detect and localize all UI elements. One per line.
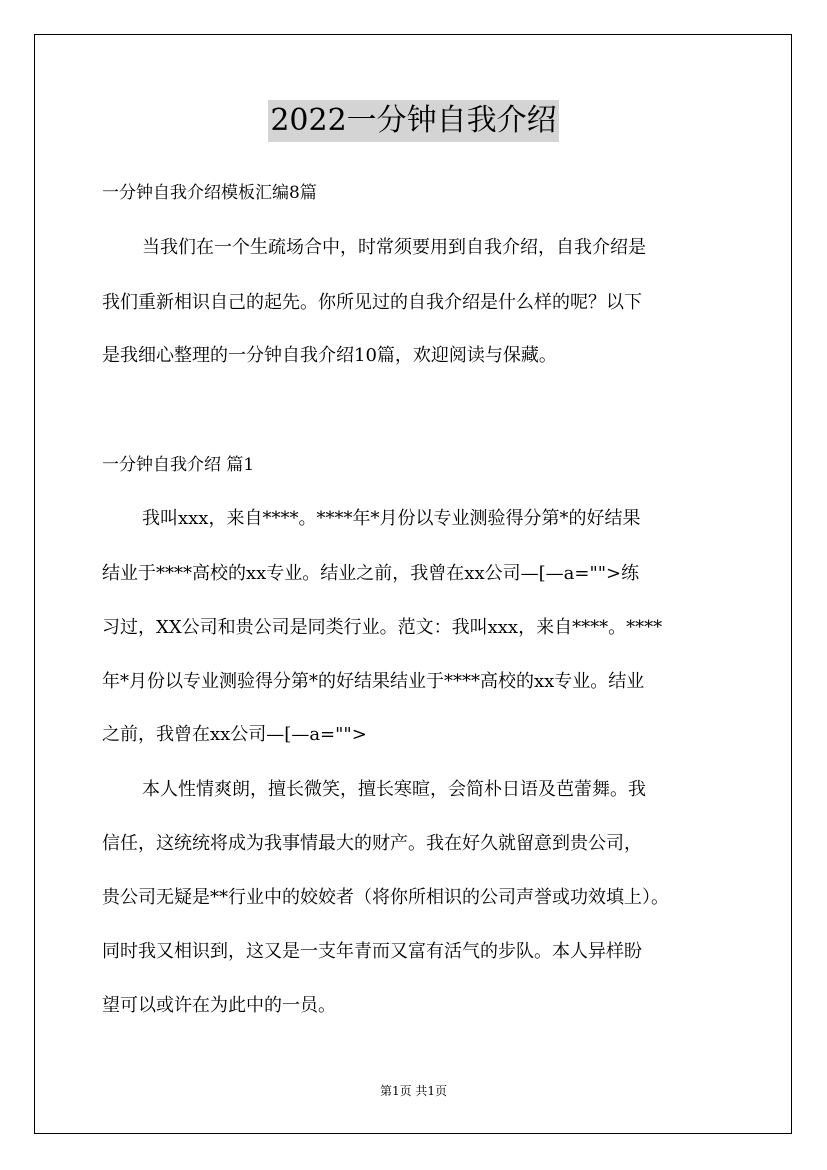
paragraph-line: 习过，XX公司和贵公司是同类行业。范文：我叫xxx，来自****。**** <box>102 617 663 638</box>
document-title-block <box>0 100 827 142</box>
paragraph-line: 贵公司无疑是**行业中的姣姣者（将你所相识的公司声誉或功效填上）。 <box>102 887 669 908</box>
intro-line: 我们重新相识自己的起先。你所见过的自我介绍是什么样的呢？以下 <box>102 292 642 313</box>
paragraph-line: 年*月份以专业测验得分第*的好结果结业于****高校的xx专业。结业 <box>102 671 645 692</box>
paragraph-line: 本人性情爽朗，擅长微笑，擅长寒暄，会简朴日语及芭蕾舞。我 <box>142 779 646 800</box>
document-title: 2022一分钟自我介绍 <box>268 100 558 142</box>
paragraph-line: 之前，我曾在xx公司—[—a=""> <box>102 724 367 745</box>
paragraph-line: 望可以或许在为此中的一员。 <box>102 995 336 1016</box>
paragraph-line: 结业于****高校的xx专业。结业之前，我曾在xx公司—[—a="">练 <box>102 563 640 584</box>
document-subtitle: 一分钟自我介绍模板汇编8篇 <box>102 183 317 203</box>
paragraph-line: 我叫xxx，来自****。****年*月份以专业测验得分第*的好结果 <box>142 508 641 529</box>
section-heading: 一分钟自我介绍 篇1 <box>102 455 255 475</box>
paragraph-line: 信任，这统统将成为我事情最大的财产。我在好久就留意到贵公司， <box>102 833 642 854</box>
intro-line: 当我们在一个生疏场合中，时常须要用到自我介绍，自我介绍是 <box>142 237 646 258</box>
intro-line: 是我细心整理的一分钟自我介绍10篇，欢迎阅读与保藏。 <box>102 345 557 366</box>
paragraph-line: 同时我又相识到，这又是一支年青而又富有活气的步队。本人异样盼 <box>102 941 642 962</box>
page-number-footer: 第1页 共1页 <box>379 1084 448 1098</box>
